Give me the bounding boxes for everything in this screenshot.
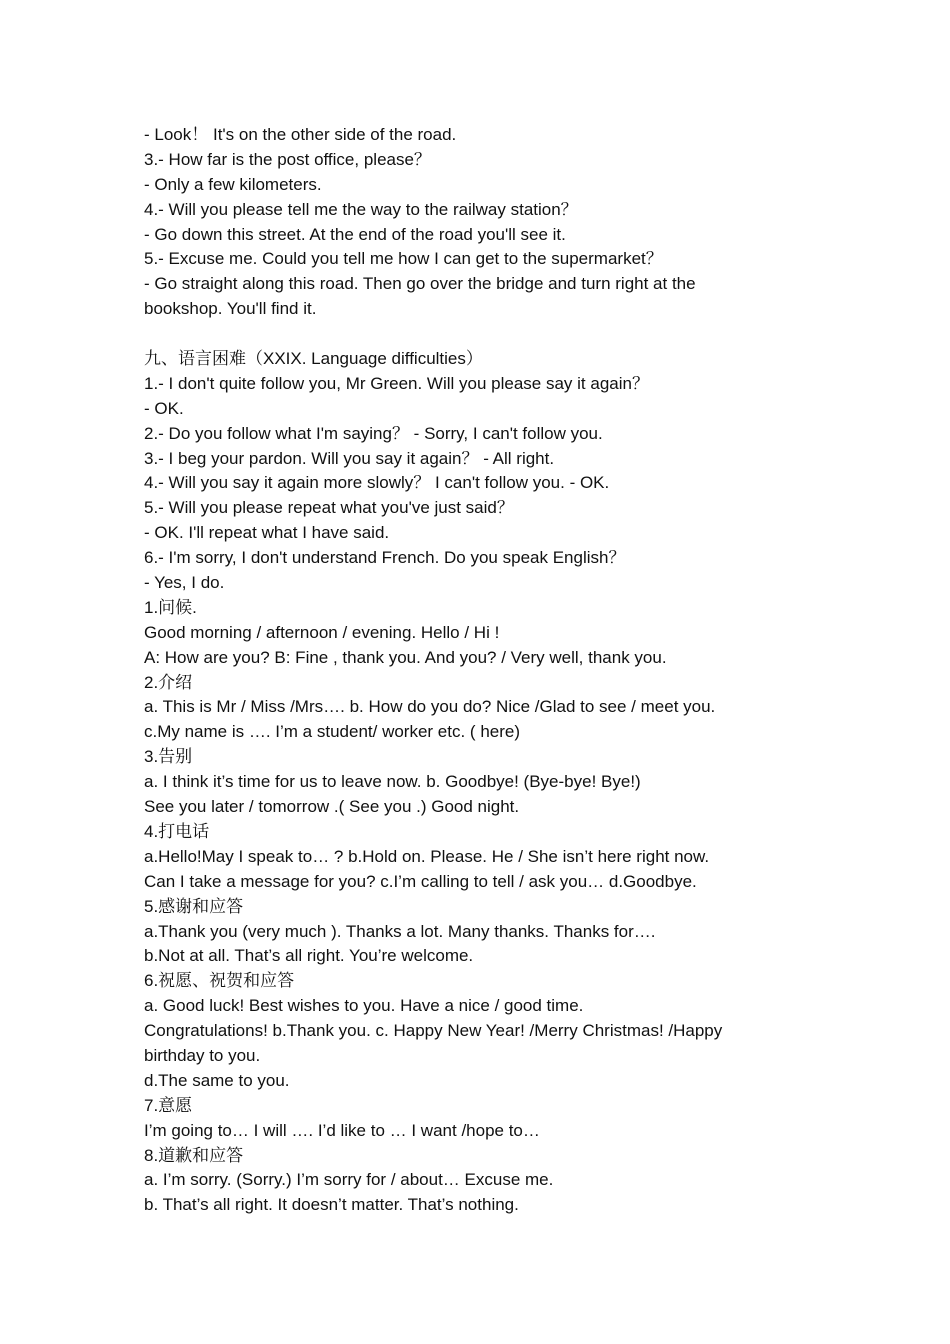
- text-line: 4.打电话: [144, 821, 210, 841]
- text-line: a. This is Mr / Miss /Mrs…. b. How do you do? Nice /Glad to see / meet you.: [144, 697, 716, 717]
- text-line: 7.意愿: [144, 1095, 193, 1115]
- text-line: bookshop. You'll find it.: [144, 299, 317, 319]
- text-line: - Yes, I do.: [144, 573, 225, 593]
- text-line: 3.- I beg your pardon. Will you say it again？ - All right.: [144, 448, 555, 468]
- document-page: [144, 123, 824, 1218]
- text-line: Congratulations! b.Thank you. c. Happy New Year! /Merry Christmas! /Happy: [144, 1021, 723, 1041]
- text-line: 5.感谢和应答: [144, 896, 244, 916]
- text-line: b.Not at all. That’s all right. You’re welcome.: [144, 946, 474, 966]
- text-line: 九、语言困难（XXIX. Language difficulties）: [144, 349, 483, 369]
- text-line: - OK. I'll repeat what I have said.: [144, 523, 390, 543]
- text-line: a.Hello!May I speak to… ? b.Hold on. Please. He / She isn’t here right now.: [144, 846, 710, 866]
- text-line: See you later / tomorrow .( See you .) Good night.: [144, 797, 520, 817]
- text-line: 5.- Will you please repeat what you've just said？: [144, 498, 514, 518]
- text-line: d.The same to you.: [144, 1070, 290, 1090]
- text-line: 8.道歉和应答: [144, 1145, 244, 1165]
- text-line: - Go straight along this road. Then go over the bridge and turn right at the: [144, 274, 696, 294]
- text-line: a. Good luck! Best wishes to you. Have a nice / good time.: [144, 996, 584, 1016]
- text-line: 2.- Do you follow what I'm saying？ - Sorry, I can't follow you.: [144, 423, 603, 443]
- text-line: 6.祝愿、祝贺和应答: [144, 971, 295, 991]
- text-line: b. That’s all right. It doesn’t matter. That’s nothing.: [144, 1195, 519, 1215]
- text-line: - Look！ It's on the other side of the road.: [144, 125, 457, 144]
- text-line: 4.- Will you please tell me the way to the railway station？: [144, 199, 578, 219]
- text-line: a. I’m sorry. (Sorry.) I’m sorry for / about… Excuse me.: [144, 1170, 554, 1190]
- text-line: a. I think it’s time for us to leave now. b. Goodbye! (Bye-bye! Bye!): [144, 772, 641, 792]
- text-line: 1.问候.: [144, 597, 197, 617]
- text-line: birthday to you.: [144, 1045, 261, 1065]
- text-line: 3.告别: [144, 747, 193, 767]
- text-line: 3.- How far is the post office, please？: [144, 149, 431, 169]
- text-line: - Go down this street. At the end of the road you'll see it.: [144, 224, 566, 244]
- text-line: c.My name is …. I’m a student/ worker etc. ( here): [144, 722, 521, 742]
- blank-line: [144, 322, 824, 347]
- text-line: 4.- Will you say it again more slowly？ I can't follow you. - OK.: [144, 473, 610, 493]
- text-line: 6.- I'm sorry, I don't understand French. Do you speak English？: [144, 548, 626, 568]
- text-line: 1.- I don't quite follow you, Mr Green. Will you please say it again？: [144, 373, 649, 393]
- text-line: Good morning / afternoon / evening. Hello / Hi !: [144, 622, 500, 642]
- text-line: Can I take a message for you? c.I’m calling to tell / ask you… d.Goodbye.: [144, 871, 697, 891]
- text-line: - OK.: [144, 398, 184, 418]
- text-line: A: How are you? B: Fine , thank you. And you? / Very well, thank you.: [144, 647, 667, 667]
- text-line: - Only a few kilometers.: [144, 174, 322, 194]
- text-line: I’m going to… I will …. I’d like to … I want /hope to…: [144, 1120, 540, 1140]
- text-line: 5.- Excuse me. Could you tell me how I can get to the supermarket？: [144, 249, 663, 269]
- text-line: 2.介绍: [144, 672, 193, 692]
- text-line: a.Thank you (very much ). Thanks a lot. Many thanks. Thanks for….: [144, 921, 656, 941]
